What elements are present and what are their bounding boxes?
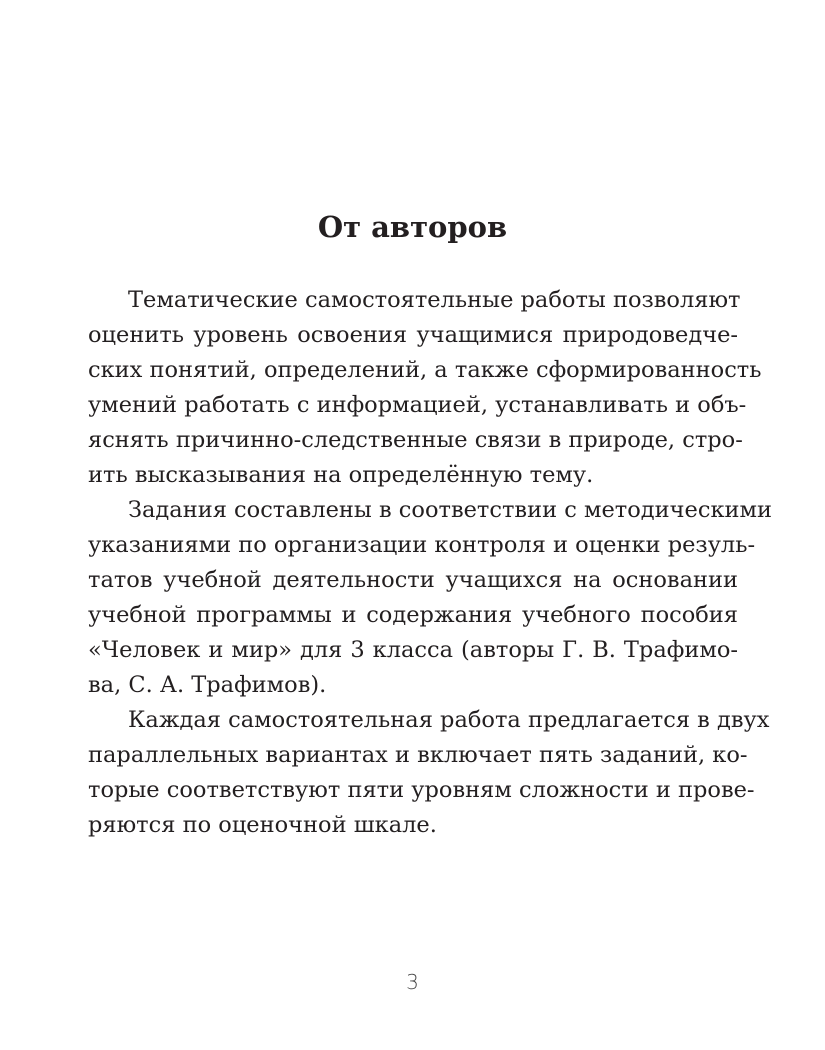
text-line: оценить уровень освоения учащимися природоведче- [88, 322, 738, 348]
paragraph [88, 283, 762, 493]
paragraph [88, 703, 770, 843]
text-line: параллельных вариантах и включает пять заданий, ко- [88, 742, 748, 768]
text-line: Тематические самостоятельные работы позволяют [128, 287, 741, 313]
text-line: «Человек и мир» для 3 класса (авторы Г. В. Трафимо- [88, 637, 738, 663]
page-title: От авторов [317, 210, 508, 244]
text-line: Задания составлены в соответствии с методическими [128, 497, 772, 523]
text-line: ряются по оценочной шкале. [88, 812, 437, 838]
text-line: указаниями по организации контроля и оценки резуль- [88, 532, 756, 558]
page-number: 3 [406, 970, 419, 994]
body-text [88, 283, 772, 843]
text-line: ских понятий, определений, а также сформированность [88, 357, 762, 383]
text-line: татов учебной деятельности учащихся на основании [88, 567, 738, 593]
text-line: умений работать с информацией, устанавливать и объ- [88, 392, 747, 418]
paragraph [88, 493, 772, 703]
text-line: ить высказывания на определённую тему. [88, 462, 594, 488]
text-line: торые соответствуют пяти уровням сложности и прове- [88, 777, 755, 803]
text-line: учебной программы и содержания учебного пособия [88, 602, 738, 628]
text-line: яснять причинно-следственные связи в природе, стро- [88, 427, 743, 453]
text-line: Каждая самостоятельная работа предлагается в двух [128, 707, 770, 733]
text-line: ва, С. А. Трафимов). [88, 672, 327, 698]
